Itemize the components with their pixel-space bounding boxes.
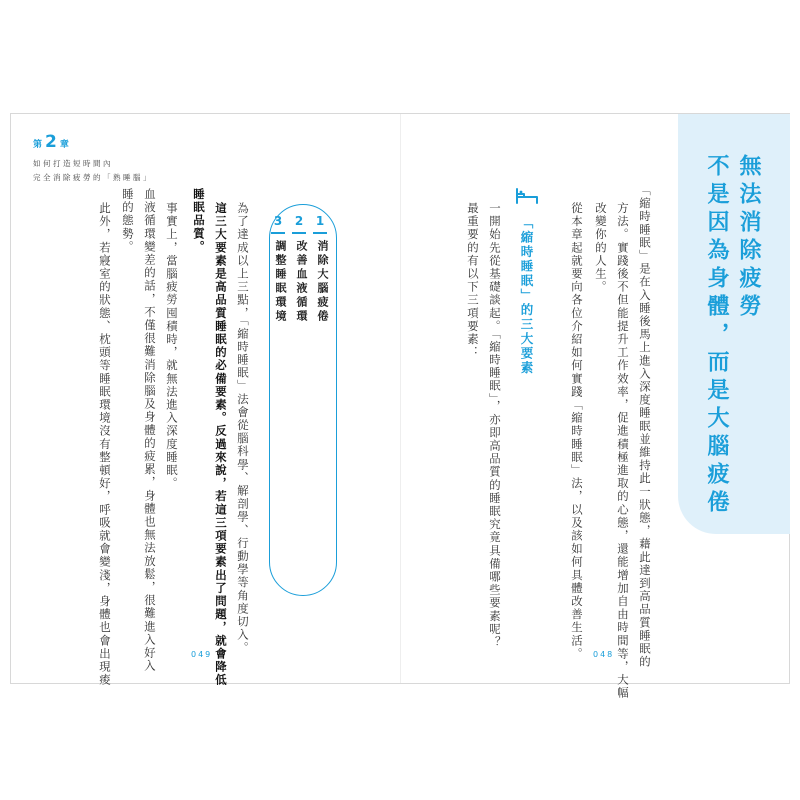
book-spread <box>10 113 790 700</box>
body-line: 最重要的有以下三項要素： <box>466 202 480 360</box>
chapter-label <box>33 132 69 152</box>
body-line: 從本章起就要向各位介紹如何實踐「縮時睡眠」法，以及該如何具體改善生活。 <box>570 202 584 661</box>
body-line: 事實上，當腦疲勞囤積時，就無法進入深度睡眠。 <box>165 202 179 491</box>
chapter-subtitle-line1: 如何打造短時間內 <box>33 159 113 168</box>
body-line: 為了達成以上三點，「縮時睡眠」法會從腦科學、解剖學、行動學等角度切入。 <box>236 202 250 655</box>
element-label: 改善血液循環 <box>295 240 308 324</box>
element-divider <box>292 232 306 234</box>
body-line: 睡的態勢。 <box>121 188 135 254</box>
chapter-label-post: 章 <box>59 140 69 150</box>
page-number-left: 049 <box>191 650 213 659</box>
element-number: 2 <box>294 214 304 228</box>
body-line: 一開始先從基礎談起。「縮時睡眠」，亦即高品質的睡眠究竟具備哪些要素呢？ <box>488 202 502 650</box>
bed-icon <box>515 187 539 205</box>
page-title-line1: 無法消除疲勞 <box>736 154 761 322</box>
chapter-label-pre: 第 <box>33 140 43 150</box>
body-line: 方法。實踐後不但能提升工作效率，促進積極進取的心態，還能增加自由時間等，大幅 <box>616 202 630 700</box>
element-divider <box>313 232 327 234</box>
element-divider <box>271 232 285 234</box>
element-number: 1 <box>315 214 325 228</box>
body-line: 「縮時睡眠」是在入睡後馬上進入深度睡眠並維持此一狀態，藉此達到高品質睡眠的 <box>638 184 652 669</box>
section-heading: 「縮時睡眠」的三大要素 <box>519 216 534 376</box>
body-line: 改變你的人生。 <box>594 202 608 294</box>
page-number-right: 048 <box>593 650 615 659</box>
chapter-number: 2 <box>45 132 57 152</box>
page-title-line2: 不是因為身體，而是大腦疲倦 <box>704 154 729 518</box>
emphasis-line: 這三大要素是高品質睡眠的必備要素。反過來說，若這三項要素出了問題，就會降低 <box>214 202 228 687</box>
body-line: 此外，若寢室的狀態、枕頭等睡眠環境沒有整頓好，呼吸就會變淺，身體也會出現痠 <box>98 202 112 687</box>
element-number: 3 <box>273 214 283 228</box>
element-label: 調整睡眠環境 <box>274 240 287 324</box>
gutter-divider <box>400 114 401 683</box>
body-line: 血液循環變差的話，不僅很難消除腦及身體的疲累，身體也無法放鬆，很難進入好入 <box>143 188 157 673</box>
emphasis-line: 睡眠品質。 <box>192 188 206 254</box>
chapter-subtitle-line2: 完全消除疲勞的「熟睡腦」 <box>33 173 153 182</box>
element-label: 消除大腦疲倦 <box>316 240 329 324</box>
